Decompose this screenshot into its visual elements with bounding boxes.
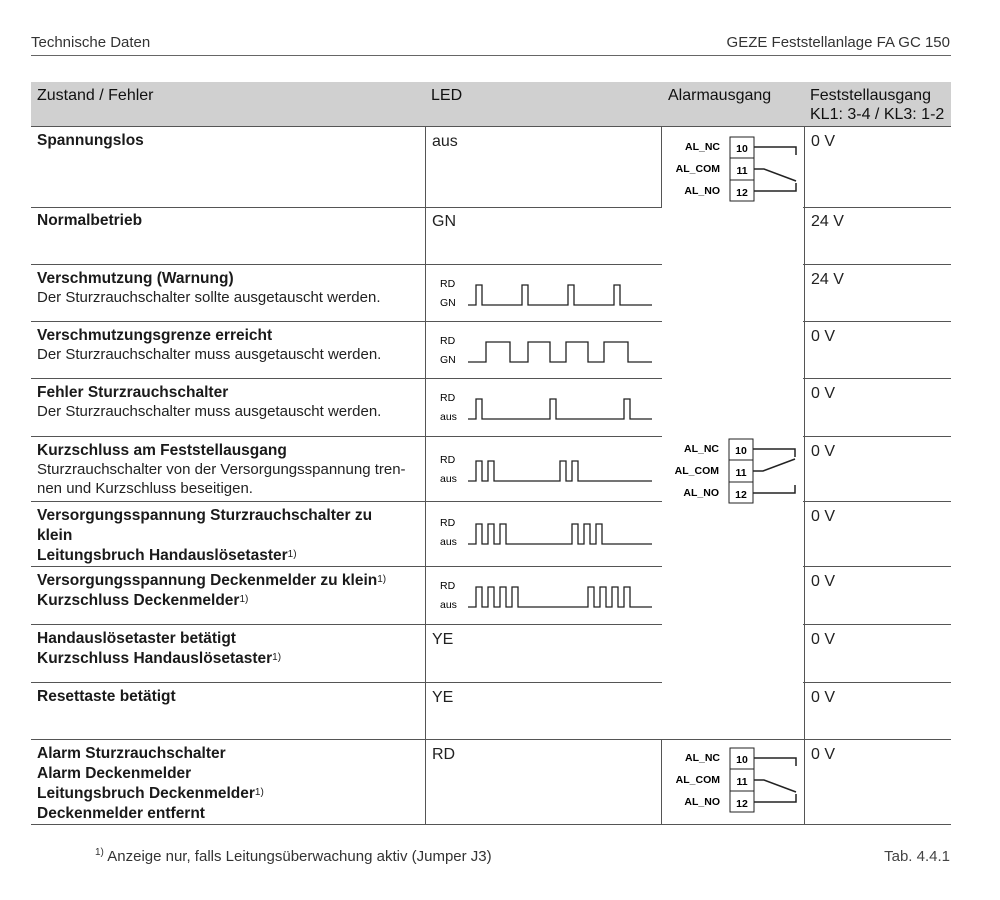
table-reference: Tab. 4.4.1 — [884, 848, 950, 865]
table-row — [31, 126, 951, 208]
row-title: Versorgungsspannung Deckenmelder zu klein$^{1)}$ — [37, 572, 387, 589]
terminal-11: 11 — [736, 165, 748, 177]
table-row — [31, 740, 951, 825]
row-title: Alarm Deckenmelder — [37, 765, 192, 782]
alarm-merged-cell — [662, 207, 803, 739]
relay-com-label: AL_COM — [674, 465, 719, 477]
row-title: Kurzschluss am Feststellausgang — [37, 442, 287, 459]
hold-value: 24 V — [811, 213, 844, 230]
led-rd-label: RD — [440, 392, 456, 404]
relay-com-label: AL_COM — [675, 163, 720, 175]
table-row — [31, 625, 951, 683]
led-off-label: aus — [440, 599, 457, 611]
led-off-label: aus — [440, 473, 457, 485]
row-desc: Sturzrauchschalter von der Versorgungsspannung tren- — [37, 461, 406, 478]
row-title: Fehler Sturzrauchschalter — [37, 384, 229, 401]
terminal-11: 11 — [735, 467, 747, 479]
relay-diagram — [668, 744, 808, 816]
terminal-12: 12 — [736, 187, 748, 199]
row-title: Normalbetrieb — [37, 212, 143, 229]
terminal-12: 12 — [736, 798, 748, 810]
col-hold-line2: KL1: 3-4 / KL3: 1-2 — [810, 106, 945, 123]
hold-value: 0 V — [811, 133, 836, 150]
row-title: Alarm Sturzrauchschalter — [37, 745, 226, 762]
table-row — [31, 379, 951, 437]
row-title: Spannungslos — [37, 132, 144, 149]
row-title: Kurzschluss Handauslösetaster$^{1)}$ — [37, 650, 282, 667]
relay-no-label: AL_NO — [684, 185, 720, 197]
led-pattern — [432, 332, 657, 372]
header-rule — [31, 55, 951, 56]
relay-nc-label: AL_NC — [684, 141, 720, 153]
table-header — [31, 82, 951, 126]
relay-diagram — [667, 435, 807, 507]
led-gn-label: GN — [440, 297, 456, 309]
led-pattern — [432, 577, 657, 617]
hold-value: 0 V — [811, 443, 836, 460]
relay-diagram — [668, 133, 808, 205]
terminal-11: 11 — [736, 776, 748, 788]
col-led: LED — [431, 87, 463, 104]
led-rd-label: RD — [440, 335, 456, 347]
terminal-10: 10 — [735, 445, 747, 457]
led-off-label: aus — [440, 411, 457, 423]
page-header-left: Technische Daten — [31, 34, 151, 51]
relay-no-label: AL_NO — [683, 487, 719, 499]
row-title: Handauslösetaster betätigt — [37, 630, 236, 647]
col-alarm: Alarmausgang — [668, 87, 772, 104]
led-pattern — [432, 275, 657, 315]
table-row — [31, 567, 951, 625]
led-value: YE — [432, 631, 454, 648]
led-value: YE — [432, 689, 454, 706]
hold-value: 0 V — [811, 508, 836, 525]
led-pattern — [432, 514, 657, 554]
row-desc: Der Sturzrauchschalter sollte ausgetauscht werden. — [37, 289, 381, 306]
page-header-right: GEZE Feststellanlage FA GC 150 — [726, 34, 950, 51]
terminal-12: 12 — [735, 489, 747, 501]
row-desc: nen und Kurzschluss beseitigen. — [37, 480, 253, 497]
col-hold-line1: Feststellausgang — [810, 87, 931, 104]
row-title: Kurzschluss Deckenmelder$^{1)}$ — [37, 592, 249, 609]
row-title: Verschmutzung (Warnung) — [37, 270, 234, 287]
led-value: aus — [432, 133, 458, 150]
hold-value: 0 V — [811, 385, 836, 402]
hold-value: 0 V — [811, 328, 836, 345]
led-rd-label: RD — [440, 278, 456, 290]
led-gn-label: GN — [440, 354, 456, 366]
hold-value: 0 V — [811, 746, 836, 763]
led-pattern — [432, 389, 657, 429]
led-value: GN — [432, 213, 456, 230]
row-title: Verschmutzungsgrenze erreicht — [37, 327, 273, 344]
terminal-10: 10 — [736, 754, 748, 766]
row-desc: Der Sturzrauchschalter muss ausgetauscht werden. — [37, 403, 382, 420]
row-title: Resettaste betätigt — [37, 688, 176, 705]
table-row — [31, 265, 951, 322]
row-desc: Der Sturzrauchschalter muss ausgetauscht werden. — [37, 346, 382, 363]
row-title: Versorgungsspannung Sturzrauchschalter zu — [37, 507, 373, 524]
table-row — [31, 207, 951, 265]
led-rd-label: RD — [440, 580, 456, 592]
hold-value: 24 V — [811, 271, 844, 288]
table-row — [31, 502, 951, 567]
terminal-10: 10 — [736, 143, 748, 155]
col-hold — [810, 86, 944, 124]
row-title: klein — [37, 527, 73, 544]
table-row — [31, 683, 951, 740]
relay-nc-label: AL_NC — [683, 443, 719, 455]
hold-value: 0 V — [811, 689, 836, 706]
relay-nc-label: AL_NC — [684, 752, 720, 764]
led-pattern — [432, 451, 657, 491]
led-rd-label: RD — [440, 517, 456, 529]
row-title: Leitungsbruch Deckenmelder$^{1)}$ — [37, 785, 264, 802]
table-row — [31, 437, 951, 502]
hold-value: 0 V — [811, 631, 836, 648]
footnote: $^{1)}$ Anzeige nur, falls Leitungsüberwachung aktiv (Jumper J3) — [95, 847, 492, 865]
row-title: Deckenmelder entfernt — [37, 805, 205, 822]
table-row — [31, 322, 951, 379]
col-state: Zustand / Fehler — [37, 87, 154, 104]
hold-value: 0 V — [811, 573, 836, 590]
row-title: Leitungsbruch Handauslösetaster$^{1)}$ — [37, 547, 297, 564]
relay-com-label: AL_COM — [675, 774, 720, 786]
led-rd-label: RD — [440, 454, 456, 466]
led-off-label: aus — [440, 536, 457, 548]
led-value: RD — [432, 746, 456, 763]
relay-no-label: AL_NO — [684, 796, 720, 808]
